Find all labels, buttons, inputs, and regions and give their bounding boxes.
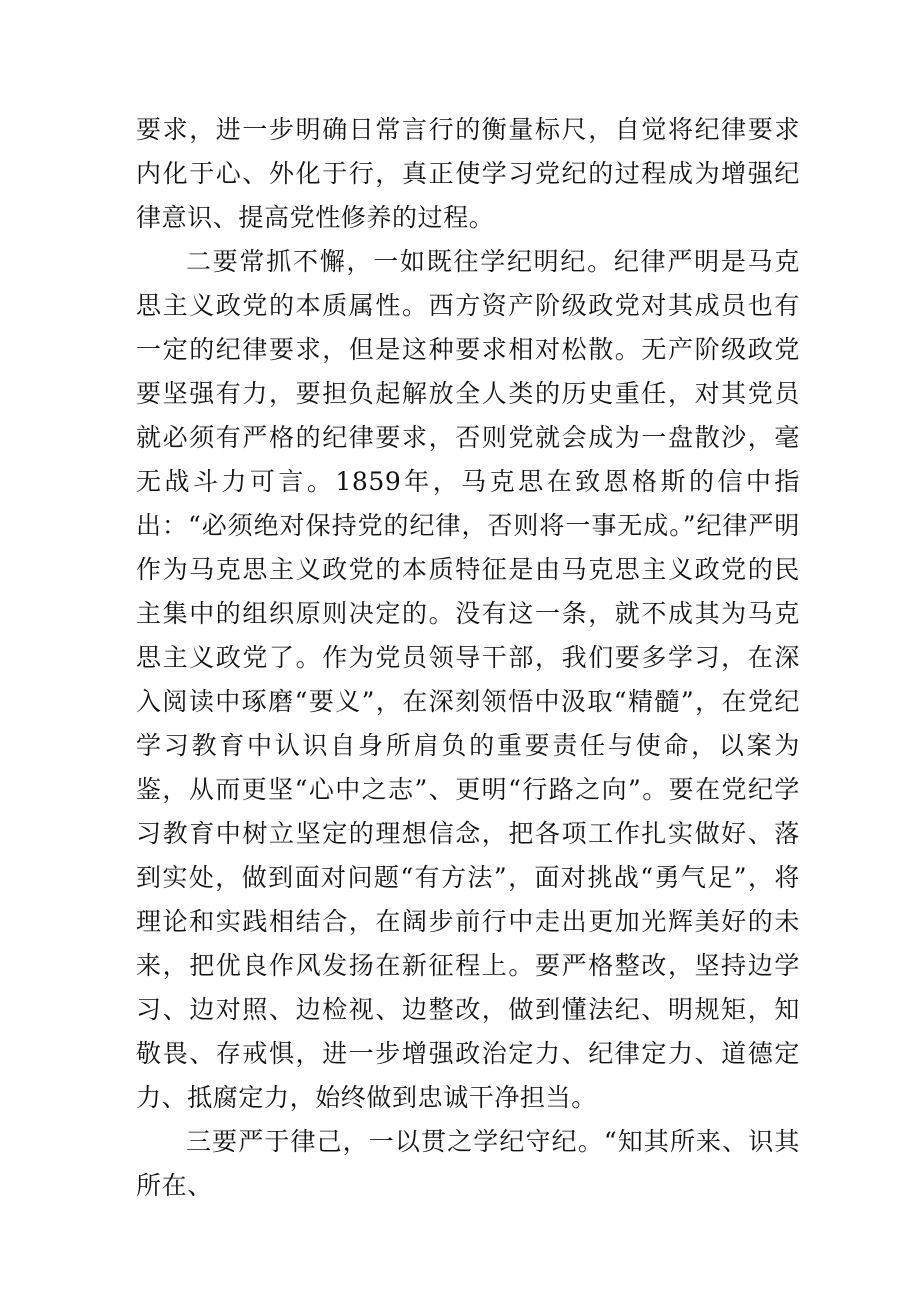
paragraph-3: 三要严于律己，一以贯之学纪守纪。“知其所来、识其所在、 — [136, 1127, 800, 1200]
paragraph-2: 二要常抓不懈，一如既往学纪明纪。纪律严明是马克思主义政党的本质属性。西方资产阶级政党对其成员也有一定的纪律要求，但是这种要求相对松散。无产阶级政党要坚强有力，要担负起解放全人类的历史重任，对其党员就必须有严格的纪律要求，否则党就会成为一盘散沙，毫无战斗力可言。1859年，马克思在致恩格斯的信中指出：“必须绝对保持党的纪律，否则将一事无成。”纪律严明作为马克思主义政党的本质特征是由马克思主义政党的民主集中的组织原则决定的。没有这一条，就不成其为马克思主义政党了。作为党员领导干部，我们要多学习，在深入阅读中琢磨“要义”，在深刻领悟中汲取“精髓”，在党纪学习教育中认识自身所肩负的重要责任与使命，以案为鉴，从而更坚“心中之志”、更明“行路之向”。要在党纪学习教育中树立坚定的理想信念，把各项工作扎实做好、落到实处，做到面对问题“有方法”，面对挑战“勇气足”，将理论和实践相结合，在阔步前行中走出更加光辉美好的未来，把优良作风发扬在新征程上。要严格整改，坚持边学习、边对照、边检视、边整改，做到懂法纪、明规矩，知敬畏、存戒惧，进一步增强政治定力、纪律定力、道德定力、抵腐定力，始终做到忠诚干净担当。 — [136, 247, 800, 1112]
paragraph-1: 要求，进一步明确日常言行的衡量标尺，自觉将纪律要求内化于心、外化于行，真正使学习党纪的过程成为增强纪律意识、提高党性修养的过程。 — [136, 115, 800, 232]
document-body — [136, 108, 800, 1208]
